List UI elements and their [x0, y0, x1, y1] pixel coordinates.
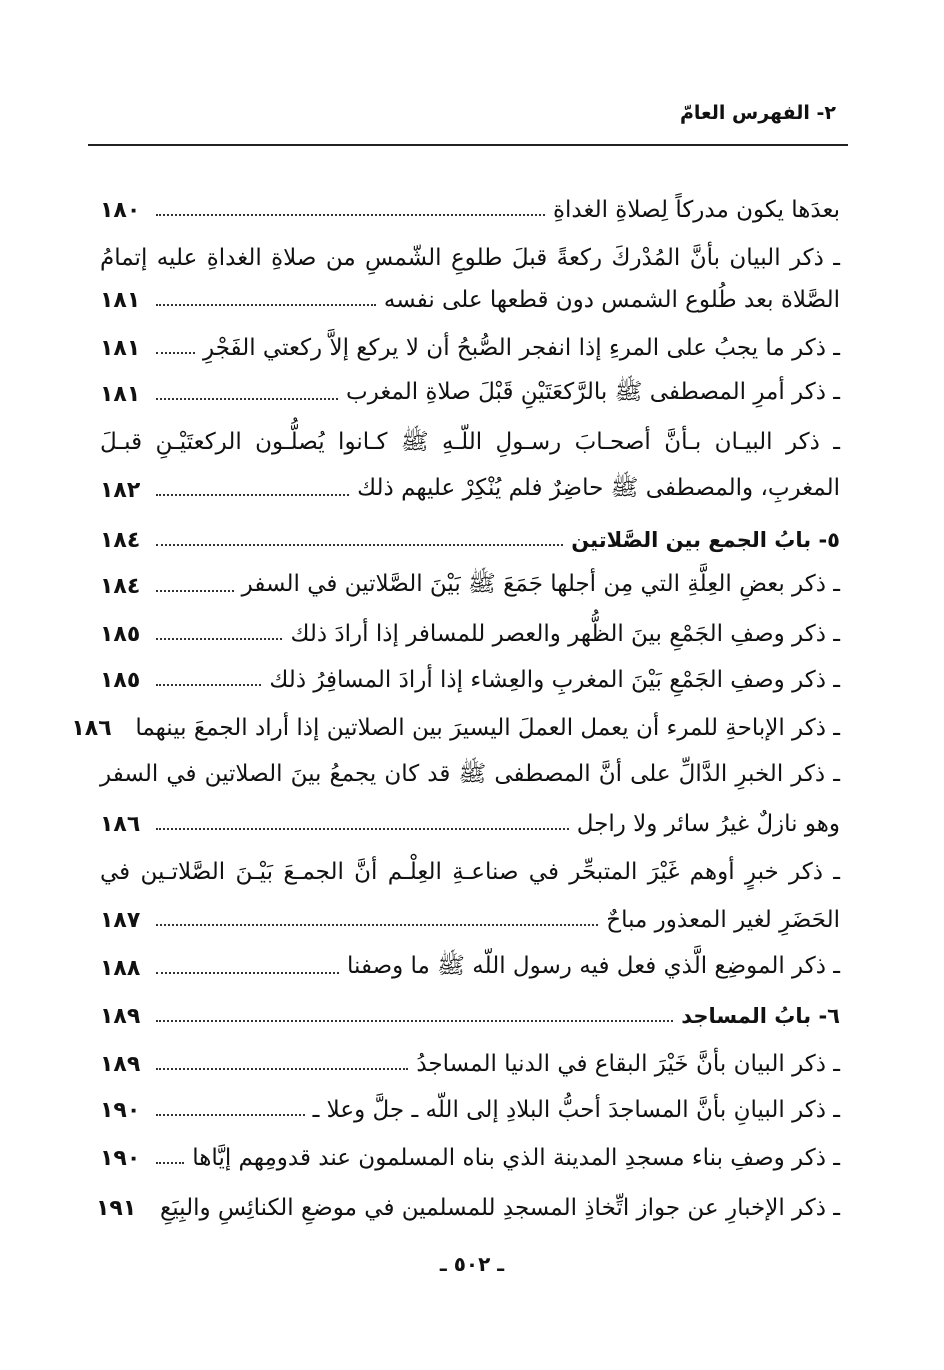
entry-text: ـ ذكر البيان بأنَّ المُدْركَ ركعةً قبلَ طلوعِ الشّمسِ من صلاةِ الغداةِ عليه إتمامُ [100, 245, 840, 271]
page-reference: ١٨٥ [100, 621, 141, 647]
dot-leader [156, 214, 545, 216]
dot-leader [156, 494, 349, 496]
dot-leader [156, 304, 376, 306]
index-line [100, 756, 840, 796]
dot-leader [156, 1162, 184, 1164]
entry-text: ـ ذكر خبرٍ أوهم غَيْرَ المتبحِّر في صناعـةِ العِلْـم أنَّ الجمـعَ بَيْـنَ الصَّلاتـين في [100, 859, 840, 885]
page-reference: ١٩٠ [100, 1145, 141, 1171]
index-line [100, 374, 840, 414]
entry-text: ـ ذكر أمرِ المصطفى ﷺ بالرَّكعَتَيْنِ قَبْلَ صلاةِ المغرب [346, 379, 840, 405]
dot-leader [156, 544, 563, 546]
entry-text: الصَّلاة بعد طُلوع الشمس دون قطعها على نفسه [383, 287, 840, 313]
index-line [100, 190, 840, 230]
entry-text: ـ ذكر البيـان بـأنَّ أصحـابَ رسـولِ اللّـهِ ﷺ كـانوا يُصلُّـون الركعتَيْـنِ قبـلَ [100, 429, 840, 455]
dot-leader [156, 638, 282, 640]
entry-text: ٥- بابُ الجمع بين الصَّلاتين [571, 528, 840, 552]
page-reference: ١٨٤ [100, 527, 141, 553]
page-reference: ١٨٩ [100, 1003, 141, 1029]
page-number: ـ ٥٠٢ ـ [439, 1252, 505, 1276]
index-line [100, 1090, 840, 1130]
entry-text: بعدَها يكون مدركاً لِصلاةِ الغداةِ [552, 197, 840, 223]
index-line [100, 1044, 840, 1084]
entry-text: وهو نازلٌ غيرُ سائر ولا راجل [576, 811, 840, 837]
entry-text: ـ ذكر البيانِ بأنَّ المساجدَ أحبُّ البلادِ إلى اللّه ـ جلَّ وعلا ـ [312, 1097, 840, 1123]
chapter-heading-line [100, 520, 840, 560]
index-line [100, 424, 840, 464]
page-reference: ١٩٠ [100, 1097, 141, 1123]
entry-text: ـ ذكر البيان بأنَّ خَيْرَ البقاع في الدنيا المساجدُ [416, 1051, 840, 1077]
entry-text: ـ ذكر بعضِ العِلَّةِ التي مِن أجلها جَمَعَ ﷺ بَيْنَ الصَّلاتين في السفر [241, 571, 840, 597]
index-line [100, 614, 840, 654]
index-line [100, 566, 840, 606]
entry-text: ـ ذكر الخبرِ الدَّالِّ على أنَّ المصطفى ﷺ قد كان يجمعُ بينَ الصلاتين في السفر [100, 761, 840, 787]
page-reference: ١٨١ [100, 335, 141, 361]
index-line [100, 660, 840, 700]
index-line [100, 328, 840, 368]
dot-leader [156, 828, 569, 830]
page-reference: ١٨٩ [100, 1051, 141, 1077]
entry-text: ـ ذكر ما يجبُ على المرءِ إذا انفجر الصُّبحُ أن لا يركع إلاَّ ركعتي الفَجْرِ [203, 335, 840, 361]
entry-text: ـ ذكر الإخبارِ عن جواز اتِّخاذِ المسجدِ للمسلمين في موضعِ الكنائِسِ والبِيَعِ [159, 1195, 840, 1221]
page-reference: ١٨٥ [100, 667, 141, 693]
index-line [95, 1188, 840, 1228]
header-rule [88, 144, 848, 146]
dot-leader [156, 398, 338, 400]
index-line [100, 1138, 840, 1178]
dot-leader [156, 1068, 408, 1070]
page-reference: ١٨١ [100, 381, 141, 407]
running-header: ٢- الفهرس العامّ [679, 102, 836, 124]
entry-text: ـ ذكر وصفِ الجَمْعِ بَيْنَ المغربِ والعِشاء إذا أرادَ المسافِرُ ذلك [269, 667, 840, 693]
page-reference: ١٩١ [95, 1195, 137, 1221]
index-line [100, 280, 840, 320]
dot-leader [156, 1020, 673, 1022]
page-reference: ١٨٠ [100, 197, 141, 223]
dot-leader [156, 924, 598, 926]
entry-text: ـ ذكر الموضِع الَّذي فعل فيه رسول اللّه ﷺ ما وصفنا [347, 953, 840, 979]
index-line [100, 852, 840, 892]
dot-leader [156, 972, 339, 974]
entry-text: ـ ذكر الإباحةِ للمرء أن يعمل العملَ اليسيرَ بين الصلاتين إذا أراد الجمعَ بينهما [135, 715, 840, 741]
page-reference: ١٨٦ [71, 715, 112, 741]
index-line [100, 470, 840, 510]
entry-text: ـ ذكر وصفِ بناء مسجدِ المدينة الذي بناه المسلمون عند قدومِهم إيَّاها [192, 1145, 840, 1171]
page-reference: ١٨٢ [100, 477, 141, 503]
index-line [100, 900, 840, 940]
entry-text: ـ ذكر وصفِ الجَمْعِ بينَ الظُّهر والعصر للمسافر إذا أرادَ ذلك [290, 621, 840, 647]
index-line [71, 708, 840, 748]
entry-text: ٦- بابُ المساجد [681, 1004, 840, 1028]
page-reference: ١٨١ [100, 287, 141, 313]
page-reference: ١٨٧ [100, 907, 141, 933]
dot-leader [156, 1114, 305, 1116]
index-line [100, 238, 840, 278]
index-line [100, 804, 840, 844]
entry-text: الحَضَرِ لغير المعذور مباحٌ [606, 907, 840, 933]
page-reference: ١٨٤ [100, 573, 141, 599]
page-reference: ١٨٦ [100, 811, 141, 837]
entry-text: المغربِ، والمصطفى ﷺ حاضِرٌ فلم يُنْكِرْ عليهم ذلك [357, 475, 840, 501]
dot-leader [156, 352, 195, 354]
chapter-heading-line [100, 996, 840, 1036]
index-line [100, 948, 840, 988]
page-reference: ١٨٨ [100, 955, 141, 981]
dot-leader [156, 684, 261, 686]
dot-leader [156, 590, 234, 592]
